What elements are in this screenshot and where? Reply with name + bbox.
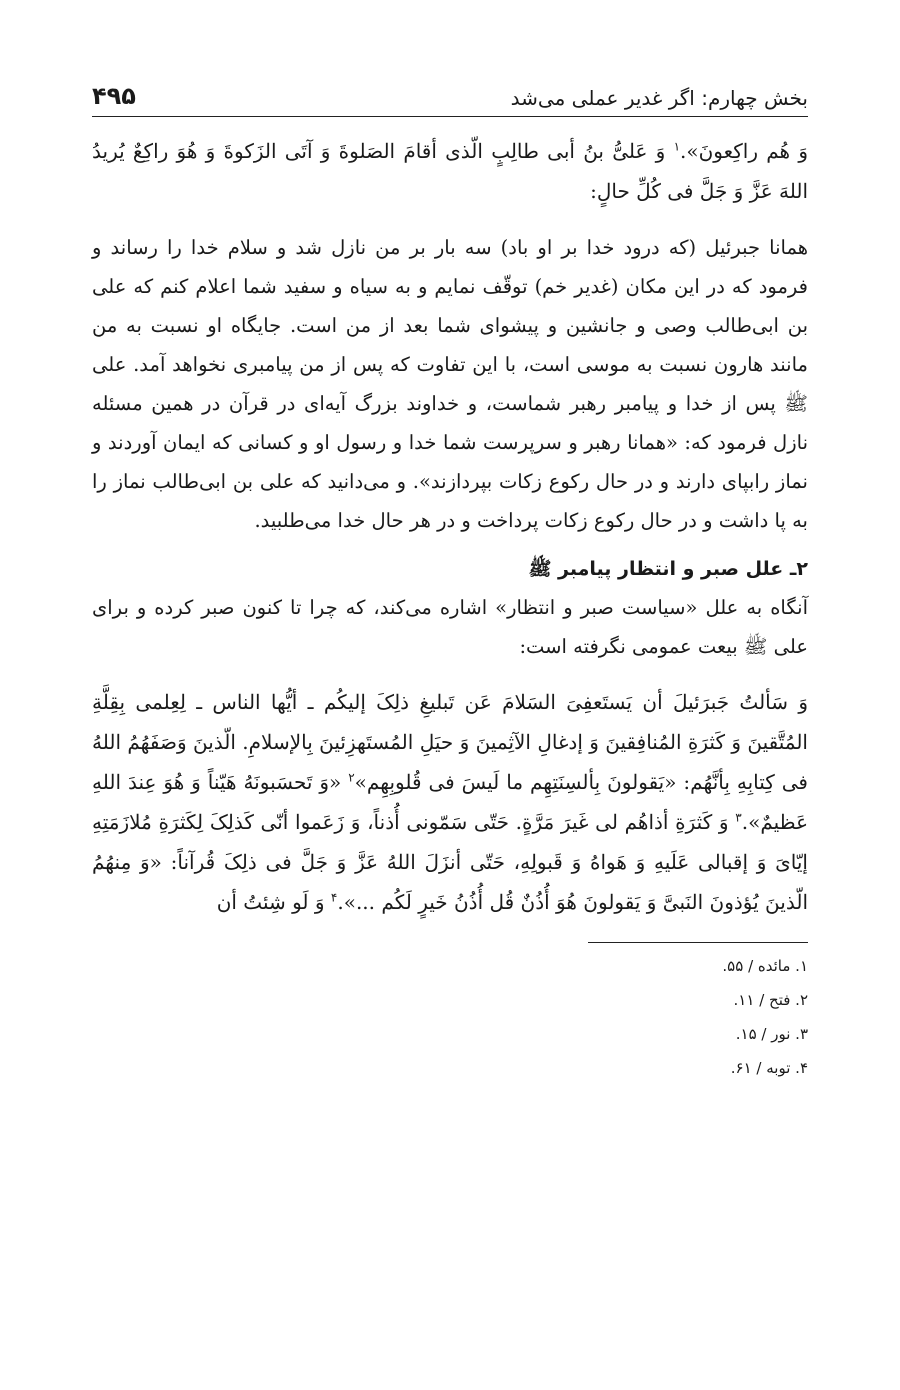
text-run: وَ هُم راکِعونَ».: [680, 139, 808, 163]
text-run: «وَ تَحسَبونَهُ هَیّناً وَ هُوَ عِندَ اللهِ عَظیمٌ».: [92, 770, 808, 834]
chapter-title: بخش چهارم: اگر غدیر عملی می‌شد: [510, 86, 808, 110]
text-run: وَ لَو شِئتُ أن: [216, 890, 331, 914]
paragraph-translation: همانا جبرئیل (که درود خدا بر او باد) سه بار بر من نازل شد و سلام خدا را رساند و فرمود که در این مکان (غدیر خم) توقّف نمایم و به سیاه و سفید شما اعلام کنم که علی بن ابی‌طالب وصی و جانشین و پیشوای شما بعد از من است. جایگاه او نسبت به من مانند هارون نسبت به موسی است، با این تفاوت که پس از من پیامبری نخواهد آمد. علی ﷺ پس از خدا و پیامبر رهبر شماست، و خداوند بزرگ آیه‌ای در قرآن در همین مسئله نازل فرمود که: «همانا رهبر و سرپرست شما خدا و رسول او و کسانی که ایمان آوردند و نماز رابپای دارند و در حال رکوع زکات بپردازند». و می‌دانید که علی بن ابی‌طالب نماز را به پا داشت و در حال رکوع زکات پرداخت و در هر حال خدا می‌طلبید.: [92, 236, 808, 532]
paragraph-intro: آنگاه به علل «سیاست صبر و انتظار» اشاره می‌کند، که چرا تا کنون صبر کرده و برای علی ﷺ بیعت عمومی نگرفته است:: [92, 596, 808, 658]
footnote-ref-3: ۳: [735, 810, 742, 825]
footnote-ref-2: ۲: [348, 770, 355, 785]
footnote-ref-1: ۱: [673, 139, 681, 154]
text-run: وَ کَثرَةِ أذاهُم لی غَیرَ مَرَّةٍ. حَتّی سَمّونی أُذناً، وَ زَعَموا أنّی کَذلِکَ لِکَثرَةِ مُلازَمَتِهِ إیّایَ وَ إقبالی عَلَیهِ وَ هَواهُ وَ قَبولِهِ، حَتّی أنزَلَ اللهُ عَزَّ وَ جَلَّ فی ذلِکَ قُرآناً: «وَ مِنهُمُ الّذینَ یُؤذونَ النَبیَّ وَ یَقولونَ هُوَ أُذُنٌ قُل أُذُنُ خَیرٍ لَکُم ...».: [92, 810, 808, 914]
footnote-ref-4: ۴: [330, 890, 338, 905]
paragraph-arabic-intro: [92, 131, 808, 211]
footnote-divider: [588, 942, 808, 943]
book-page: [92, 70, 808, 1085]
footnotes: [92, 949, 808, 1085]
footnote-2: ۲. فتح / ۱۱.: [733, 991, 808, 1009]
section-heading: ۲ـ علل صبر و انتظار پیامبر ﷺ: [528, 558, 808, 580]
footnote-1: ۱. مائده / ۵۵.: [722, 957, 808, 975]
paragraph-arabic-sermon: [92, 682, 808, 922]
running-head: [92, 70, 808, 117]
footnote-3: ۳. نور / ۱۵.: [735, 1025, 808, 1043]
footnote-4: ۴. توبه / ۶۱.: [730, 1059, 808, 1077]
text-run: وَ عَلیُّ بنُ أبی طالِبٍ الّذی أقامَ الصَلوةَ وَ آتَی الزَکوةَ وَ هُوَ راکِعٌ یُریدُ اللهَ عَزَّ وَ جَلَّ فی کُلِّ حالٍ:: [92, 139, 808, 203]
text-run: وَ سَألتُ جَبرَئیلَ أن یَستَعفِیَ السَلامَ عَن تَبلیغِ ذلِکَ إلیکُم ـ أیُّها الناس ـ لِعِلمی بِقِلَّةِ المُتَّقینَ وَ کَثرَةِ المُنافِقینَ وَ إدغالِ الآثِمینَ وَ حیَلِ المُستَهزِئینَ بِالإسلامِ. الّذینَ وَصَفَهُمُ اللهُ فی کِتابِهِ بِأنَّهُم: «یَقولونَ بِألسِنَتِهِم ما لَیسَ فی قُلوبِهِم»: [92, 690, 808, 794]
page-number: ۴۹۵: [92, 82, 136, 110]
